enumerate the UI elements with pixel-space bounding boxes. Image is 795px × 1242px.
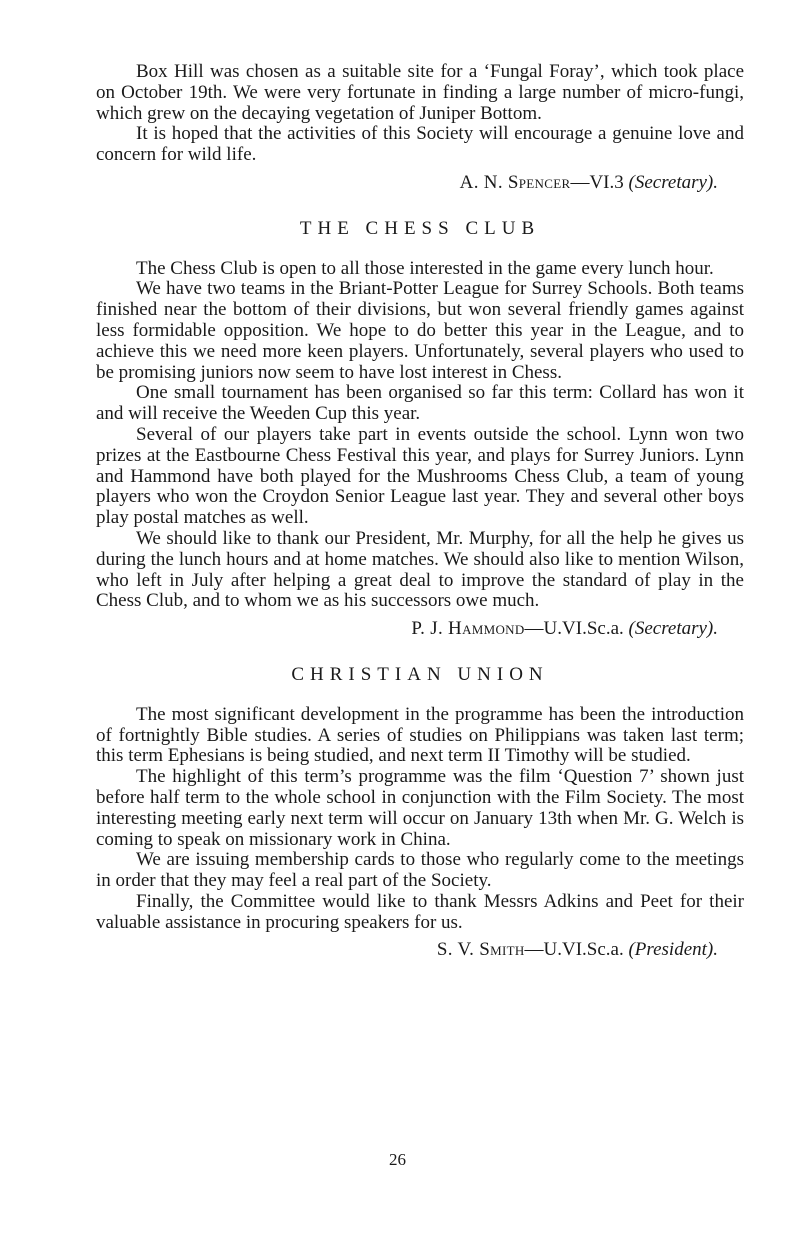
signature-form: —VI.3	[570, 171, 624, 193]
paragraph: The Chess Club is open to all those interested in the game every lunch hour.	[136, 257, 714, 279]
signature	[96, 940, 744, 961]
paragraph: The most significant development in the programme has been the introduction of fortnightly Bible studies. A series of studies on Philippians was taken last term; this term Ephesians is being studied, and next term II Timothy will be studied.	[96, 703, 744, 767]
page-number: 26	[389, 1150, 406, 1169]
section-heading: CHRISTIAN UNION	[291, 663, 549, 685]
paragraph: The highlight of this term’s programme was the film ‘Question 7’ shown just before half term to the whole school in conjunction with the Film Society. The most interesting meeting early next term will occur on January 13th when Mr. G. Welch is coming to speak on missionary work in China.	[96, 766, 744, 850]
signature	[96, 619, 744, 640]
section-heading: THE CHESS CLUB	[299, 217, 541, 239]
document-page	[96, 62, 744, 961]
chess-club-section	[96, 219, 744, 640]
paragraph: We should like to thank our President, Mr. Murphy, for all the help he gives us during the lunch hours and at home matches. We should also like to mention Wilson, who left in July after helping a great deal to improve the standard of play in the Chess Club, and to whom we as his successors owe much.	[96, 527, 744, 612]
paragraph: Several of our players take part in events outside the school. Lynn won two prizes at the Eastbourne Chess Festival this year, and plays for Surrey Juniors. Lynn and Hammond have both played for the Mushrooms Chess Club, a team of young players who won the Croydon Senior League last year. They and several other boys play postal matches as well.	[96, 423, 744, 529]
natural-history-section-end	[96, 62, 744, 194]
signature	[96, 173, 744, 194]
paragraph: We have two teams in the Briant-Potter League for Surrey Schools. Both teams finished near the bottom of their divisions, but won several friendly games against less formidable opposition. We hope to do better this year in the League, and to achieve this we need more keen players. Unfortunately, several players who used to be promising juniors now seem to have lost interest in Chess.	[96, 278, 744, 383]
signature-form: —U.VI.Sc.a.	[524, 939, 624, 961]
signature-form: —U.VI.Sc.a.	[524, 618, 624, 640]
signature-name: S. V. Smith	[436, 939, 525, 961]
paragraph: It is hoped that the activities of this Society will encourage a genuine love and concern for wild life.	[96, 123, 744, 166]
signature-role: (President).	[628, 939, 718, 961]
paragraph: One small tournament has been organised so far this term: Collard has won it and will receive the Weeden Cup this year.	[96, 382, 744, 425]
paragraph: Finally, the Committee would like to thank Messrs Adkins and Peet for their valuable assistance in procuring speakers for us.	[96, 890, 744, 933]
christian-union-section	[96, 665, 744, 961]
signature-role: (Secretary).	[628, 618, 718, 640]
paragraph: We are issuing membership cards to those who regularly come to the meetings in order that they may feel a real part of the Society.	[96, 849, 744, 892]
paragraph: Box Hill was chosen as a suitable site for a ‘Fungal Foray’, which took place on October 19th. We were very fortunate in finding a large number of micro-fungi, which grew on the decaying vegetation of Juniper Bottom.	[96, 61, 744, 124]
signature-name: A. N. Spencer	[459, 171, 571, 193]
signature-role: (Secretary).	[628, 171, 718, 193]
signature-name: P. J. Hammond	[411, 618, 525, 640]
